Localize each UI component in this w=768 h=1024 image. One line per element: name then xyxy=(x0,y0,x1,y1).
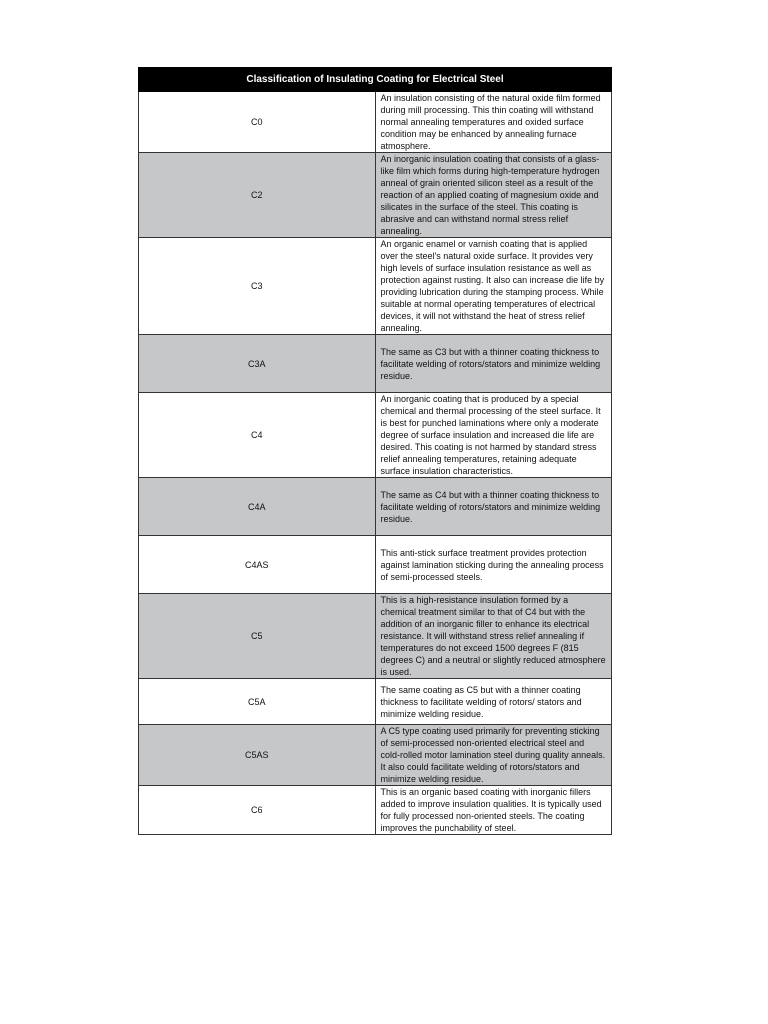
coating-description: This anti-stick surface treatment provides protection against lamination sticking during the annealing process of semi-processed steels. xyxy=(375,536,612,594)
coating-classification-table xyxy=(138,67,612,835)
coating-description: The same as C3 but with a thinner coating thickness to facilitate welding of rotors/stators and minimize welding residue. xyxy=(375,335,612,393)
coating-code: C5AS xyxy=(139,725,376,786)
coating-code: C6 xyxy=(139,786,376,835)
coating-code: C3A xyxy=(139,335,376,393)
coating-code: C3 xyxy=(139,238,376,335)
table-row xyxy=(139,478,612,536)
coating-description: An inorganic coating that is produced by a special chemical and thermal processing of the steel surface. It is best for punched laminations where only a moderate degree of surface insulation and increased die life are desired. This coating is not harmed by standard stress relief annealing temperatures, retaining adequate surface insulation characteristics. xyxy=(375,393,612,478)
table-row xyxy=(139,335,612,393)
coating-code: C5A xyxy=(139,679,376,725)
table-row xyxy=(139,238,612,335)
coating-code: C4A xyxy=(139,478,376,536)
coating-code: C2 xyxy=(139,153,376,238)
table-row xyxy=(139,536,612,594)
coating-description: This is a high-resistance insulation formed by a chemical treatment similar to that of C4 but with the addition of an inorganic filler to enhance its electrical resistance. It will withstand stress relief annealing if temperatures do not exceed 1500 degrees F (815 degrees C) and a neutral or slightly reduced atmosphere is used. xyxy=(375,594,612,679)
table-row xyxy=(139,786,612,835)
coating-description: A C5 type coating used primarily for preventing sticking of semi-processed non-oriented electrical steel and cold-rolled motor lamination steel during quality anneals. It also could facilitate welding of rotors/stators and minimize welding residue. xyxy=(375,725,612,786)
coating-description: An insulation consisting of the natural oxide film formed during mill processing. This thin coating will withstand normal annealing temperatures and oxided surface condition may be enhanced by annealing furnace atmosphere. xyxy=(375,92,612,153)
table-row xyxy=(139,92,612,153)
coating-description: The same coating as C5 but with a thinner coating thickness to facilitate welding of rotors/ stators and minimize welding residue. xyxy=(375,679,612,725)
table-row xyxy=(139,393,612,478)
coating-code: C4AS xyxy=(139,536,376,594)
coating-code: C4 xyxy=(139,393,376,478)
table-row xyxy=(139,679,612,725)
coating-description: An inorganic insulation coating that consists of a glass-like film which forms during high-temperature hydrogen anneal of grain oriented silicon steel as a result of the reaction of an applied coating of magnesium oxide and silicates in the surface of the steel. This coating is abrasive and can withstand normal stress relief annealing. xyxy=(375,153,612,238)
coating-description: This is an organic based coating with inorganic fillers added to improve insulation qualities. It is typically used for fully processed non-oriented steels. The coating improves the punchability of steel. xyxy=(375,786,612,835)
table-row xyxy=(139,594,612,679)
table-title: Classification of Insulating Coating for Electrical Steel xyxy=(139,68,612,92)
coating-code: C0 xyxy=(139,92,376,153)
table-header-row xyxy=(139,68,612,92)
table-row xyxy=(139,153,612,238)
coating-code: C5 xyxy=(139,594,376,679)
coating-description: An organic enamel or varnish coating that is applied over the steel's natural oxide surface. It provides very high levels of surface insulation resistance as well as protection against rusting. It also can increase die life by providing lubrication during the stamping process. While suitable at normal operating temperatures of electrical devices, it will not withstand the heat of stress relief annealing. xyxy=(375,238,612,335)
table-row xyxy=(139,725,612,786)
coating-description: The same as C4 but with a thinner coating thickness to facilitate welding of rotors/stators and minimize welding residue. xyxy=(375,478,612,536)
